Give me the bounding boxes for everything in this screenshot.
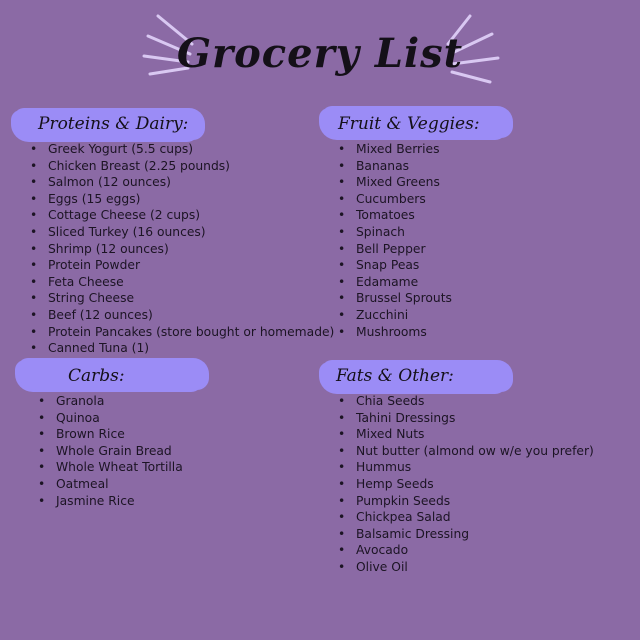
list-item: • Balsamic Dressing xyxy=(338,526,594,543)
list-item: • Pumpkin Seeds xyxy=(338,493,594,510)
page-title: Grocery List xyxy=(176,30,464,77)
list-item: • Granola xyxy=(38,393,183,410)
list-item: • Mixed Nuts xyxy=(338,426,594,443)
list-item: • Brussel Sprouts xyxy=(338,290,452,307)
list-item: • Sliced Turkey (16 ounces) xyxy=(30,224,334,241)
list-item: • Cucumbers xyxy=(338,191,452,208)
list-item: • Quinoa xyxy=(38,410,183,427)
list-item: • Zucchini xyxy=(338,307,452,324)
list-item: • String Cheese xyxy=(30,290,334,307)
list-item: • Tomatoes xyxy=(338,207,452,224)
list-item: • Protein Pancakes (store bought or homemade) xyxy=(30,324,334,341)
list-item: • Bell Pepper xyxy=(338,241,452,258)
proteins-list xyxy=(30,141,334,357)
fats-heading: Fats & Other: xyxy=(336,366,454,386)
list-item: • Eggs (15 eggs) xyxy=(30,191,334,208)
list-item: • Brown Rice xyxy=(38,426,183,443)
list-item: • Whole Wheat Tortilla xyxy=(38,459,183,476)
carbs-heading: Carbs: xyxy=(68,366,125,386)
list-item: • Hemp Seeds xyxy=(338,476,594,493)
carbs-list xyxy=(38,393,183,509)
list-item: • Edamame xyxy=(338,274,452,291)
list-item: • Mixed Greens xyxy=(338,174,452,191)
list-item: • Greek Yogurt (5.5 cups) xyxy=(30,141,334,158)
list-item: • Nut butter (almond ow w/e you prefer) xyxy=(338,443,594,460)
list-item: • Chia Seeds xyxy=(338,393,594,410)
list-item: • Feta Cheese xyxy=(30,274,334,291)
list-item: • Shrimp (12 ounces) xyxy=(30,241,334,258)
list-item: • Jasmine Rice xyxy=(38,493,183,510)
list-item: • Cottage Cheese (2 cups) xyxy=(30,207,334,224)
list-item: • Beef (12 ounces) xyxy=(30,307,334,324)
list-item: • Bananas xyxy=(338,158,452,175)
list-item: • Olive Oil xyxy=(338,559,594,576)
list-item: • Mushrooms xyxy=(338,324,452,341)
fats-list xyxy=(338,393,594,576)
list-item: • Protein Powder xyxy=(30,257,334,274)
list-item: • Chicken Breast (2.25 pounds) xyxy=(30,158,334,175)
list-item: • Tahini Dressings xyxy=(338,410,594,427)
list-item: • Whole Grain Bread xyxy=(38,443,183,460)
list-item: • Avocado xyxy=(338,542,594,559)
list-item: • Snap Peas xyxy=(338,257,452,274)
list-item: • Spinach xyxy=(338,224,452,241)
list-item: • Hummus xyxy=(338,459,594,476)
proteins-heading: Proteins & Dairy: xyxy=(38,114,189,134)
fruit-list xyxy=(338,141,452,340)
list-item: • Canned Tuna (1) xyxy=(30,340,334,357)
list-item: • Salmon (12 ounces) xyxy=(30,174,334,191)
list-item: • Chickpea Salad xyxy=(338,509,594,526)
list-item: • Oatmeal xyxy=(38,476,183,493)
list-item: • Mixed Berries xyxy=(338,141,452,158)
fruit-heading: Fruit & Veggies: xyxy=(338,114,480,134)
